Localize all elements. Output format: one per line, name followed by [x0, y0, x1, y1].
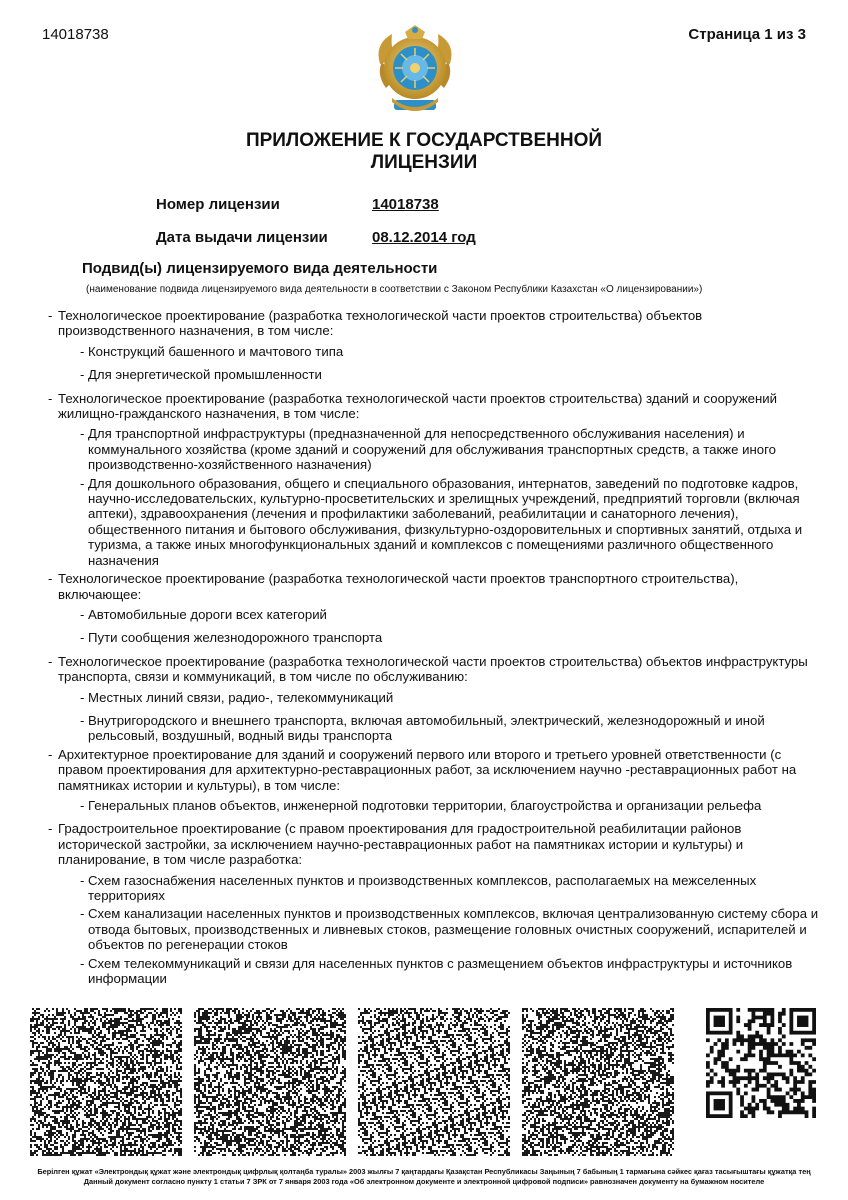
qr-code-icon	[706, 1008, 816, 1118]
activity-item: - Конструкций башенного и мачтового типа	[80, 343, 344, 359]
footer-line-kz: Берілген құжат «Электрондық құжат және электрондық цифрлық қолтаңба туралы» 2003 жылғы 7 қаңтардағы Қазақстан Республикасы Заңының 7 бабының 1 тармағына сәйкес қағаз тасығыштағы құжатқа тең	[37, 1167, 811, 1176]
barcode-3-icon	[358, 1008, 510, 1156]
barcode-1-icon	[30, 1008, 182, 1156]
activity-items	[58, 607, 820, 646]
activity-text: Технологическое проектирование (разработка технологической части проектов транспортного строительства), включающее:	[58, 571, 739, 602]
activity-entry: - Градостроительное проектирование (с правом проектирования для градостроительной реабилитации районов исторической застройки, за исключением научно-реставрационных работ на памятниках истории и культуры) и планирование, в том числе разработка: - Схем газоснабжения населенных пунктов и производственных комплексов, располагаемых на межселенных территориях - Схем канализации населенных пунктов и производственных комплексов, включая централизованную систему сбора и отвода бытовых, производственных и ливневых стоков, размещение головных очистных сооружений, испарителей и объектов по регенерации стоков - Схем телекоммуникаций и связи для населенных пунктов с размещением объектов инфраструктуры и источников информации	[48, 821, 819, 987]
activity-entry: - Архитектурное проектирование для зданий и сооружений первого или второго и третьего уровней ответственности (с правом проектирования для архитектурно-реставрационных работ, за исключением научно -реставрационных работ на памятниках истории и культуры), в том числе: - Генеральных планов объектов, инженерной подготовки территории, благоустройства и организации рельефа	[48, 747, 820, 814]
activity-item: - Местных линий связи, радио-, телекоммуникаций	[80, 689, 394, 705]
page-title	[0, 130, 848, 174]
activity-text: Технологическое проектирование (разработка технологической части проектов строительства) зданий и сооружений жилищно-гражданского назначения, в том числе:	[58, 390, 778, 422]
activity-item: - Автомобильные дороги всех категорий	[80, 606, 327, 622]
activity-text: Архитектурное проектирование для зданий и сооружений первого или второго и третьего уровней ответственности (с правом проектирования для архитектурно-реставрационных работ, за исключением научно -реставрационных работ на памятниках истории и культуры), в том числе:	[58, 746, 797, 793]
barcode-2-icon	[194, 1008, 346, 1156]
subtypes-note: (наименование подвида лицензируемого вида деятельности в соответствии с Законом Республики Казахстан «О лицензировании»)	[86, 284, 703, 295]
license-date-value: 08.12.2014 год	[372, 229, 476, 246]
state-emblem-icon	[372, 24, 458, 116]
activity-item: - Для транспортной инфраструктуры (предназначенной для непосредственного обслуживания населения) и коммунального хозяйства (кроме зданий и сооружений для обслуживания транспортных средств, а также иного производственно-хозяйственного назначения)	[80, 426, 776, 473]
activity-entry: - Технологическое проектирование (разработка технологической части проектов строительства) зданий и сооружений жилищно-гражданского назначения, в том числе: - Для транспортной инфраструктуры (предназначенной для непосредственного обслуживания населения) и коммунального хозяйства (кроме зданий и сооружений для обслуживания транспортных средств, а также иного производственно-хозяйственного назначения) - Для дошкольного образования, общего и специального образования, интернатов, заведений по подготовке кадров, научно-исследовательских, культурно-просветительских и зрелищных учреждений, предприятий торговли (включая аптеки), здравоохранения (лечения и профилактики заболеваний, реабилитации и санаторного лечения), общественного питания и бытового обслуживания, физкультурно-оздоровительных и спортивных занятий, отдыха и туризма, а также иных многофункциональных зданий и комплексов с помещениями различного общественного назначения	[48, 391, 820, 568]
barcode-strip	[30, 1008, 820, 1156]
license-number-value: 14018738	[372, 196, 439, 213]
activity-items	[58, 344, 820, 383]
activity-item: - Для энергетической промышленности	[80, 367, 322, 383]
activity-item: - Для дошкольного образования, общего и специального образования, интернатов, заведений по подготовке кадров, научно-исследовательских, культурно-просветительских и зрелищных учреждений, предприятий торговли (включая аптеки), здравоохранения (лечения и профилактики заболеваний, реабилитации и санаторного лечения), общественного питания и бытового обслуживания, физкультурно-оздоровительных и спортивных занятий, отдыха и туризма, а также иных многофункциональных зданий и комплексов с помещениями различного общественного назначения	[80, 475, 803, 568]
activity-item: - Схем канализации населенных пунктов и производственных комплексов, включая централизованную систему сбора и отвода бытовых, производственных и ливневых стоков, размещение головных очистных сооружений, испарителей и объектов по регенерации стоков	[80, 906, 819, 953]
activity-text: Технологическое проектирование (разработка технологической части проектов строительства) объектов производственного назначения, в том числе:	[58, 308, 703, 339]
document-number: 14018738	[42, 26, 109, 43]
activity-entry: - Технологическое проектирование (разработка технологической части проектов строительства) объектов производственного назначения, в том числе: - Конструкций башенного и мачтового типа - Для энергетической промышленности	[48, 308, 820, 383]
activities-list	[48, 308, 820, 989]
page-indicator: Страница 1 из 3	[688, 26, 806, 43]
license-date-label: Дата выдачи лицензии	[156, 229, 328, 246]
activity-item: - Пути сообщения железнодорожного транспорта	[80, 630, 383, 646]
page-title-line-1: ПРИЛОЖЕНИЕ К ГОСУДАРСТВЕННОЙ	[245, 130, 603, 151]
activity-entry: - Технологическое проектирование (разработка технологической части проектов строительства) объектов инфраструктуры транспорта, связи и коммуникаций, в том числе по обслуживанию: - Местных линий связи, радио-, телекоммуникаций - Внутригородского и внешнего транспорта, включая автомобильный, электрический, железнодорожный и иной рельсовый, воздушный, водный виды транспорта	[48, 654, 820, 744]
activity-item: - Схем газоснабжения населенных пунктов и производственных комплексов, располагаемых на межселенных территориях	[80, 872, 757, 903]
barcode-4-icon	[522, 1008, 674, 1156]
activity-text: Градостроительное проектирование (с правом проектирования для градостроительной реабилитации районов исторической застройки, за исключением научно-реставрационных работ на памятниках истории и культуры) и планирование, в том числе разработка:	[58, 821, 744, 868]
activity-item: - Внутригородского и внешнего транспорта, включая автомобильный, электрический, железнодорожный и иной рельсовый, воздушный, водный виды транспорта	[80, 712, 765, 744]
activity-items	[58, 690, 820, 744]
footer-line-ru: Данный документ согласно пункту 1 статьи 7 ЗРК от 7 января 2003 года «Об электронном документе и электронной цифровой подписи» равнозначен документу на бумажном носителе	[83, 1177, 765, 1186]
page-title-line-2: ЛИЦЕНЗИИ	[370, 152, 478, 173]
activity-item: - Генеральных планов объектов, инженерной подготовки территории, благоустройства и организации рельефа	[80, 797, 762, 813]
activity-entry: - Технологическое проектирование (разработка технологической части проектов транспортного строительства), включающее: - Автомобильные дороги всех категорий - Пути сообщения железнодорожного транспорта	[48, 571, 820, 646]
license-number-label: Номер лицензии	[156, 196, 280, 213]
subtypes-heading: Подвид(ы) лицензируемого вида деятельности	[82, 260, 438, 277]
activity-items	[58, 426, 820, 568]
activity-items	[58, 873, 820, 987]
footer-legal-note	[0, 1167, 848, 1187]
activity-item: - Схем телекоммуникаций и связи для населенных пунктов с размещением объектов инфраструктуры и источников информации	[80, 955, 793, 987]
activity-items	[58, 798, 820, 813]
activity-text: Технологическое проектирование (разработка технологической части проектов строительства) объектов инфраструктуры транспорта, связи и коммуникаций, в том числе по обслуживанию:	[58, 653, 808, 685]
